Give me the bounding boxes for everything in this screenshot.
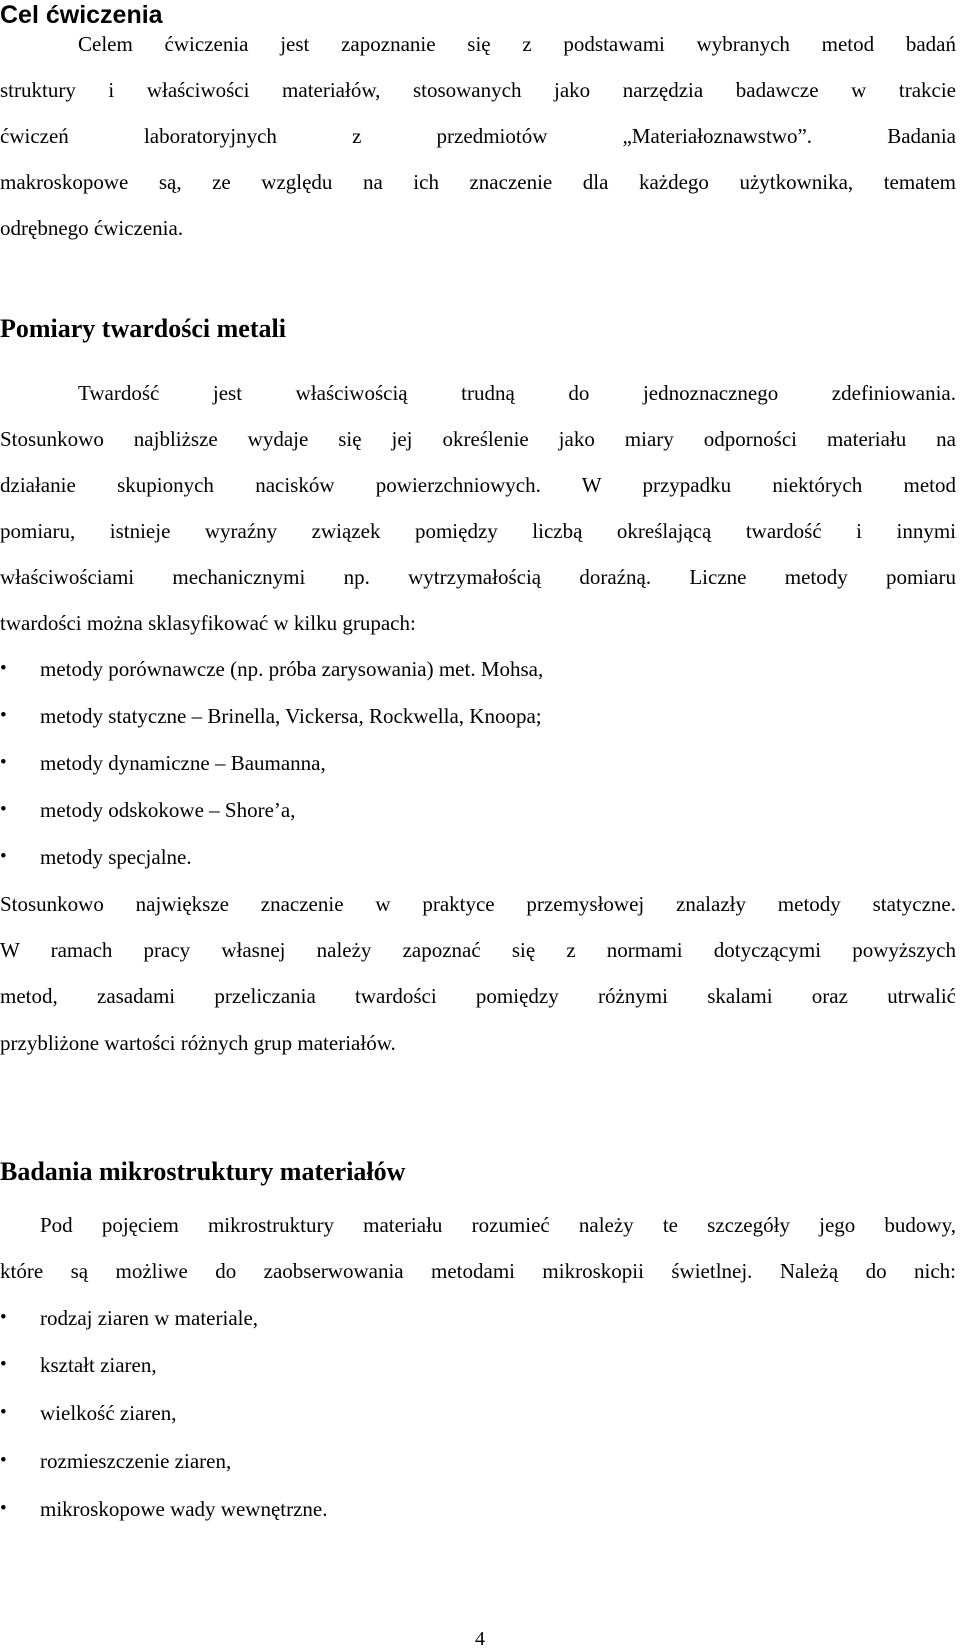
list-item-text: metody porównawcze (np. próba zarysowania) met. Mohsa,: [40, 657, 544, 681]
list-item-text: metody statyczne – Brinella, Vickersa, Rockwella, Knoopa;: [40, 704, 542, 728]
bullet-icon: •: [0, 705, 7, 726]
bullet-icon: •: [0, 752, 7, 773]
list-item: [0, 1352, 956, 1378]
list-item-text: metody odskokowe – Shore’a,: [40, 798, 296, 822]
paragraph-line: twardości można sklasyfikować w kilku grupach:: [0, 611, 416, 635]
page-number: 4: [475, 1628, 485, 1650]
list-item: [0, 750, 956, 776]
paragraph-line: Celem ćwiczenia jest zapoznanie się z podstawami wybranych metod badań: [78, 32, 956, 56]
bullet-icon: •: [0, 1307, 7, 1328]
bullet-icon: •: [0, 846, 7, 867]
paragraph-line: ćwiczeń laboratoryjnych z przedmiotów „Materiałoznawstwo”. Badania: [0, 124, 956, 148]
paragraph-line: właściwościami mechanicznymi np. wytrzymałością doraźną. Liczne metody pomiaru: [0, 565, 956, 589]
list-item-text: kształt ziaren,: [40, 1353, 157, 1377]
heading-cel-cwiczenia: Cel ćwiczenia: [0, 1, 163, 29]
list-item-text: mikroskopowe wady wewnętrzne.: [40, 1497, 328, 1521]
paragraph-line: pomiaru, istnieje wyraźny związek pomiędzy liczbą określającą twardość i innymi: [0, 519, 956, 543]
heading-pomiary-twardosci: Pomiary twardości metali: [0, 314, 286, 343]
bullet-icon: •: [0, 1402, 7, 1423]
list-item: [0, 703, 956, 729]
paragraph-line: działanie skupionych nacisków powierzchniowych. W przypadku niektórych metod: [0, 473, 956, 497]
list-item-text: rozmieszczenie ziaren,: [40, 1449, 232, 1473]
bullet-icon: •: [0, 1354, 7, 1375]
list-item-text: wielkość ziaren,: [40, 1401, 177, 1425]
list-item: [0, 1305, 956, 1331]
list-item: [0, 844, 956, 870]
bullet-icon: •: [0, 799, 7, 820]
paragraph-line: makroskopowe są, ze względu na ich znaczenie dla każdego użytkownika, tematem: [0, 170, 956, 194]
list-item: [0, 656, 956, 682]
paragraph-line: Stosunkowo największe znaczenie w praktyce przemysłowej znalazły metody statyczne.: [0, 892, 956, 916]
list-item: [0, 1400, 956, 1426]
paragraph-line: Twardość jest właściwością trudną do jednoznacznego zdefiniowania.: [78, 381, 956, 405]
paragraph-line: odrębnego ćwiczenia.: [0, 216, 184, 240]
bullet-icon: •: [0, 1450, 7, 1471]
heading-badania-mikrostruktury: Badania mikrostruktury materiałów: [0, 1157, 406, 1186]
bullet-icon: •: [0, 658, 7, 679]
paragraph-line: struktury i właściwości materiałów, stosowanych jako narzędzia badawcze w trakcie: [0, 78, 956, 102]
list-item-text: metody specjalne.: [40, 845, 192, 869]
paragraph-line: Pod pojęciem mikrostruktury materiału rozumieć należy te szczegóły jego budowy,: [40, 1213, 956, 1237]
list-item-text: metody dynamiczne – Baumanna,: [40, 751, 326, 775]
list-item: [0, 1496, 956, 1522]
paragraph-line: które są możliwe do zaobserwowania metodami mikroskopii świetlnej. Należą do nich:: [0, 1259, 956, 1283]
paragraph-line: przybliżone wartości różnych grup materiałów.: [0, 1031, 396, 1055]
bullet-icon: •: [0, 1498, 7, 1519]
paragraph-line: metod, zasadami przeliczania twardości pomiędzy różnymi skalami oraz utrwalić: [0, 984, 956, 1008]
paragraph-line: Stosunkowo najbliższe wydaje się jej określenie jako miary odporności materiału na: [0, 427, 956, 451]
paragraph-line: W ramach pracy własnej należy zapoznać się z normami dotyczącymi powyższych: [0, 938, 956, 962]
list-item: [0, 797, 956, 823]
list-item: [0, 1448, 956, 1474]
list-item-text: rodzaj ziaren w materiale,: [40, 1306, 259, 1330]
